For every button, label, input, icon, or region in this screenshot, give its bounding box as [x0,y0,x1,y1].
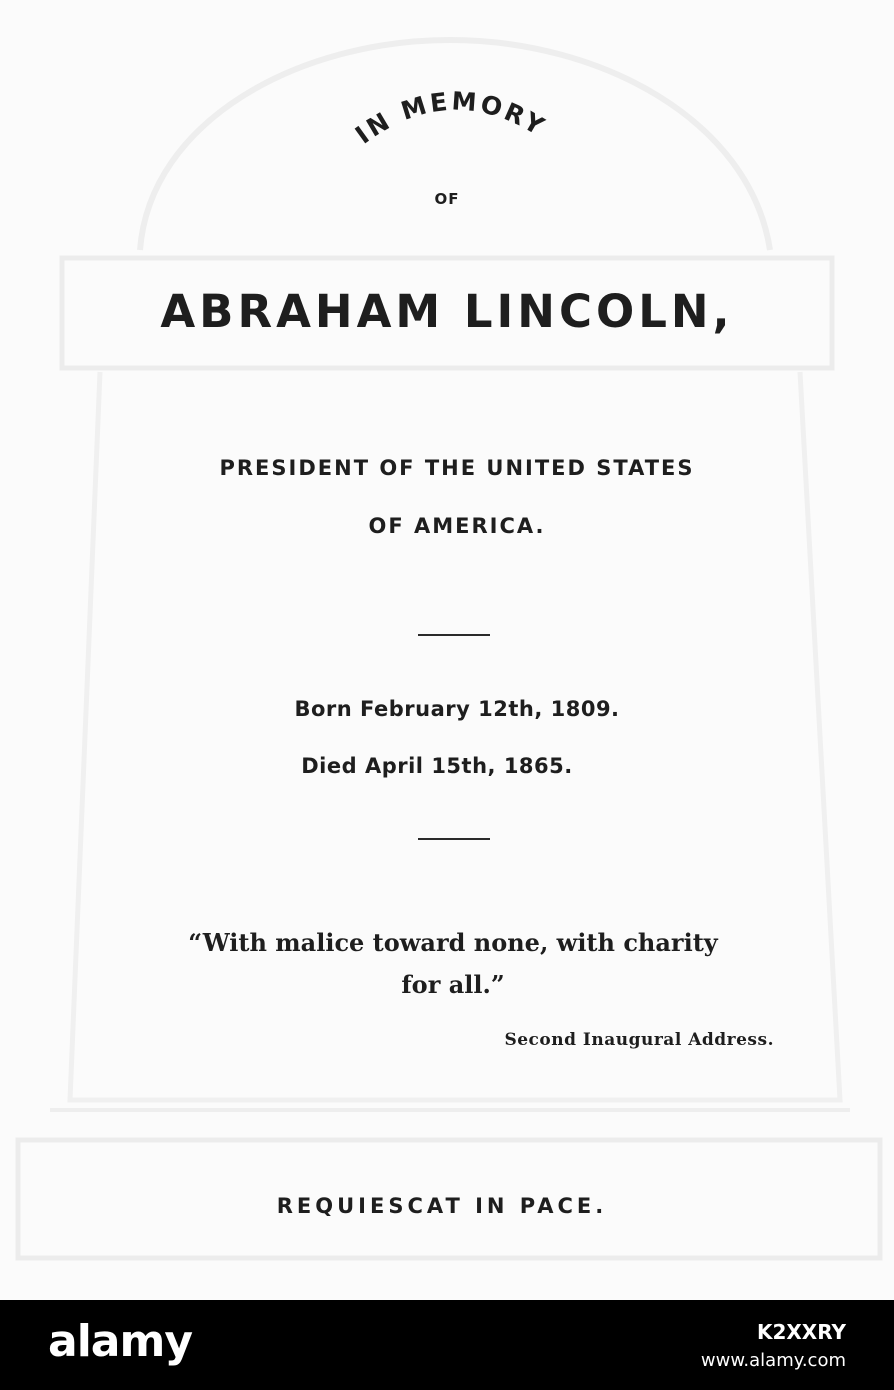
divider-rule [418,838,490,840]
in-memory-arc-heading [0,0,894,200]
quote-source: Second Inaugural Address. [504,1030,774,1050]
title-line-1: PRESIDENT OF THE UNITED STATES [219,456,695,480]
alamy-logo: alamy [48,1316,192,1367]
quote-line-2: for all.” [401,970,505,999]
president-name: ABRAHAM LINCOLN, [160,285,734,338]
title-line-2: OF AMERICA. [368,514,546,538]
requiescat-text: REQUIESCAT IN PACE. [276,1194,608,1218]
divider-rule [418,634,490,636]
watermark-footer [0,1300,894,1390]
in-memory-text: IN MEMORY [350,86,552,150]
of-text: OF [434,190,460,208]
died-date: Died April 15th, 1865. [301,754,573,778]
image-id: K2XXRY [756,1320,846,1344]
quote-line-1: “With malice toward none, with charity [188,928,718,957]
born-date: Born February 12th, 1809. [294,697,620,721]
site-url: www.alamy.com [700,1350,846,1371]
